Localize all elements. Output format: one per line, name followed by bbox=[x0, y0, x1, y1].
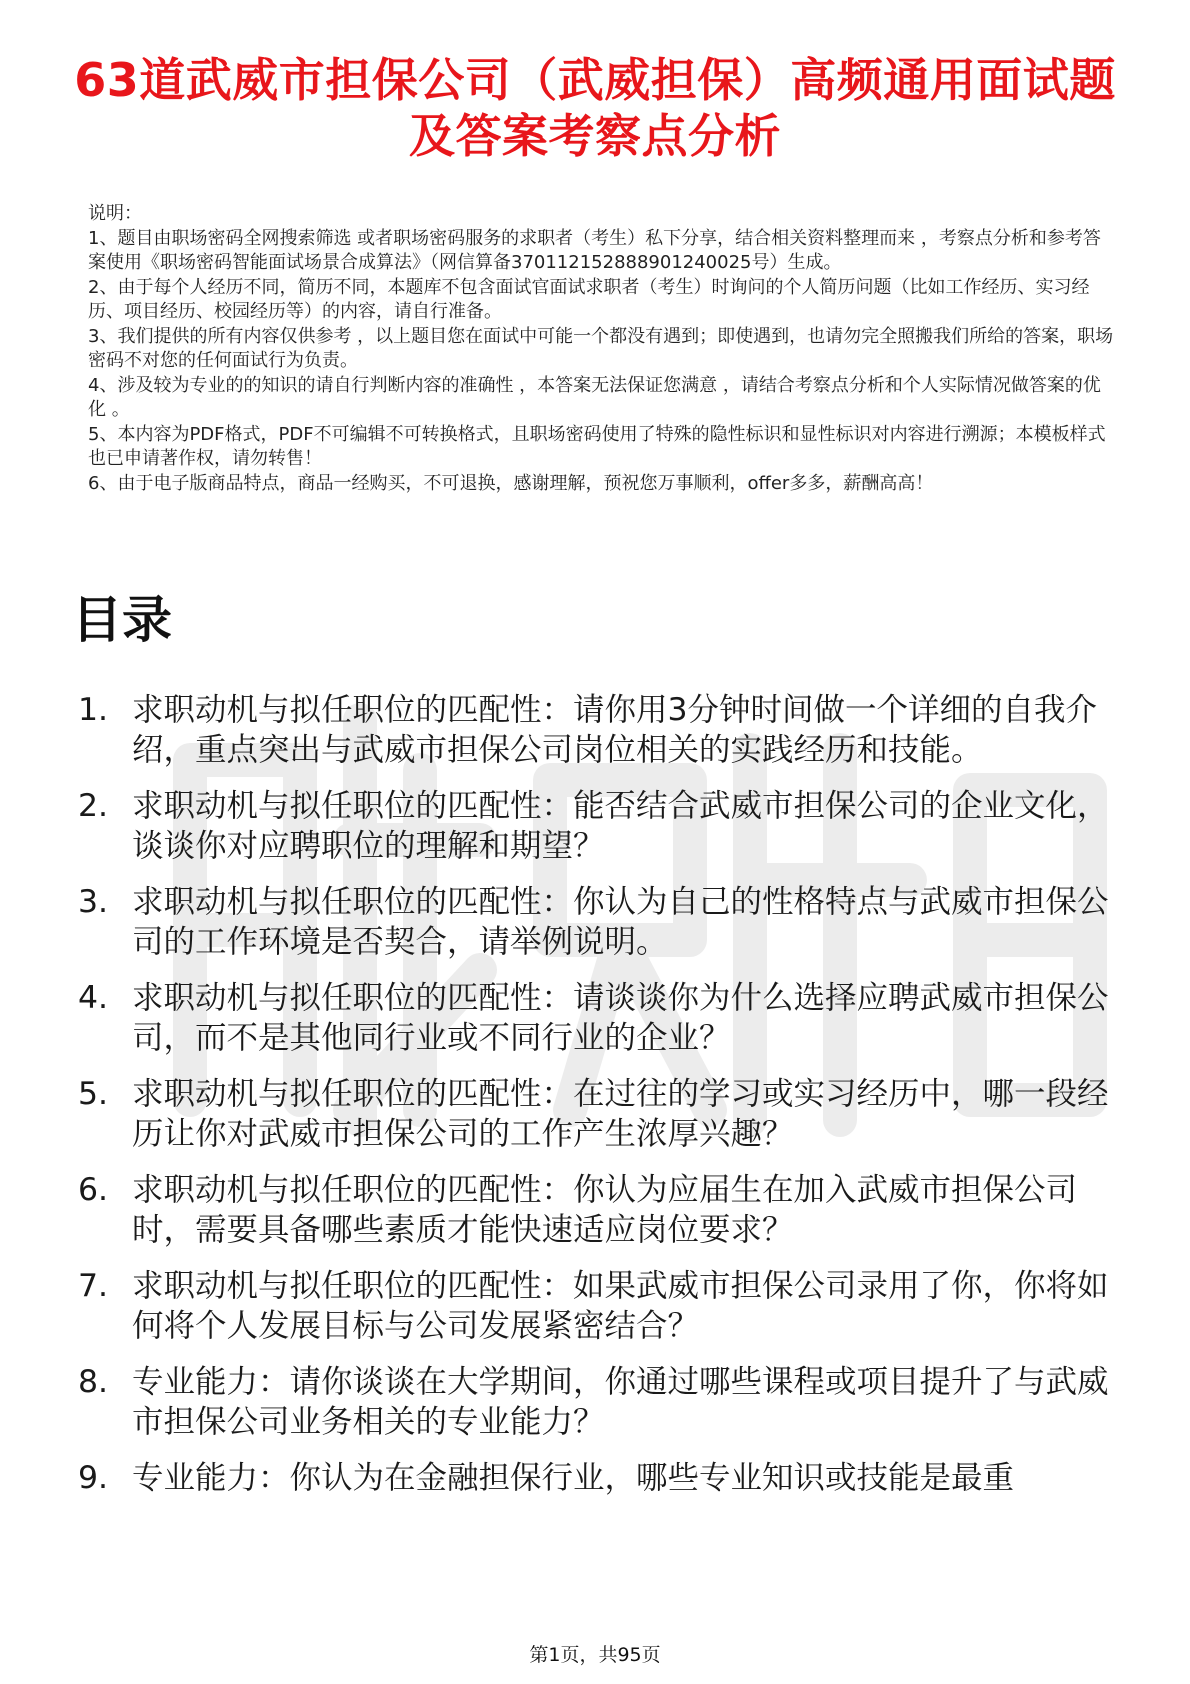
document-title: 63道武威市担保公司（武威担保）高频通用面试题及答案考察点分析 bbox=[74, 53, 1116, 163]
toc-item-text: 求职动机与拟任职位的匹配性：你认为自己的性格特点与武威市担保公司的工作环境是否契合，请举例说明。 bbox=[132, 884, 1109, 960]
toc-item-text: 求职动机与拟任职位的匹配性：如果武威市担保公司录用了你，你将如何将个人发展目标与公司发展紧密结合？ bbox=[132, 1268, 1109, 1344]
toc-item-number: 7. bbox=[78, 1268, 109, 1304]
toc-item-number: 6. bbox=[78, 1172, 109, 1208]
toc-item-text: 求职动机与拟任职位的匹配性：请你用3分钟时间做一个详细的自我介绍，重点突出与武威市担保公司岗位相关的实践经历和技能。 bbox=[132, 692, 1098, 768]
toc-item-text: 求职动机与拟任职位的匹配性：能否结合武威市担保公司的企业文化，谈谈你对应聘职位的理解和期望？ bbox=[132, 788, 1109, 864]
toc-item[interactable] bbox=[78, 1074, 1128, 1154]
toc-item-number: 4. bbox=[78, 980, 109, 1016]
note-item: 6、由于电子版商品特点，商品一经购买，不可退换，感谢理解，预祝您万事顺利，offer多多，薪酬高高！ bbox=[88, 472, 934, 494]
note-item: 4、涉及较为专业的的知识的请自行判断内容的准确性 ，本答案无法保证您满意 ，请结合考察点分析和个人实际情况做答案的优化 。 bbox=[88, 374, 1101, 420]
toc-heading: 目录 bbox=[72, 591, 172, 649]
notes-heading: 说明： bbox=[88, 203, 142, 224]
toc-item[interactable] bbox=[78, 1458, 1128, 1498]
toc-item-text: 求职动机与拟任职位的匹配性：请谈谈你为什么选择应聘武威市担保公司，而不是其他同行业或不同行业的企业？ bbox=[132, 980, 1109, 1056]
toc-item-number: 3. bbox=[78, 884, 109, 920]
toc-item[interactable] bbox=[78, 1362, 1128, 1442]
toc-item-text: 求职动机与拟任职位的匹配性：在过往的学习或实习经历中，哪一段经历让你对武威市担保公司的工作产生浓厚兴趣？ bbox=[132, 1076, 1109, 1152]
toc-item-text: 专业能力：你认为在金融担保行业，哪些专业知识或技能是最重 bbox=[132, 1460, 1015, 1496]
toc-item-text: 求职动机与拟任职位的匹配性：你认为应届生在加入武威市担保公司时，需要具备哪些素质才能快速适应岗位要求？ bbox=[132, 1172, 1078, 1248]
toc-item[interactable] bbox=[78, 786, 1128, 866]
note-item: 1、题目由职场密码全网搜索筛选 或者职场密码服务的求职者（考生）私下分享，结合相关资料整理而来 ，考察点分析和参考答案使用《职场密码智能面试场景合成算法》（网信算备370112152888901240025号）生成。 bbox=[88, 227, 1101, 273]
toc-item-text: 专业能力：请你谈谈在大学期间，你通过哪些课程或项目提升了与武威市担保公司业务相关的专业能力？ bbox=[132, 1364, 1109, 1440]
toc-list bbox=[78, 690, 1128, 1514]
note-item: 2、由于每个人经历不同，简历不同，本题库不包含面试官面试求职者（考生）时询问的个人简历问题（比如工作经历、实习经历、项目经历、校园经历等）的内容，请自行准备。 bbox=[88, 276, 1090, 322]
toc-item[interactable] bbox=[78, 882, 1128, 962]
note-item: 5、本内容为PDF格式，PDF不可编辑不可转换格式，且职场密码使用了特殊的隐性标识和显性标识对内容进行溯源；本模板样式也已申请著作权，请勿转售！ bbox=[88, 423, 1106, 469]
toc-item-number: 2. bbox=[78, 788, 109, 824]
toc-item[interactable] bbox=[78, 978, 1128, 1058]
toc-item-number: 8. bbox=[78, 1364, 109, 1400]
toc-item-number: 5. bbox=[78, 1076, 109, 1112]
toc-item-number: 9. bbox=[78, 1460, 109, 1496]
toc-item[interactable] bbox=[78, 1266, 1128, 1346]
note-item: 3、我们提供的所有内容仅供参考 ，以上题目您在面试中可能一个都没有遇到；即使遇到，也请勿完全照搬我们所给的答案，职场密码不对您的任何面试行为负责。 bbox=[88, 325, 1114, 371]
toc-item[interactable] bbox=[78, 1170, 1128, 1250]
disclaimer-notes bbox=[88, 202, 1118, 496]
toc-item-number: 1. bbox=[78, 692, 109, 728]
toc-item[interactable] bbox=[78, 690, 1128, 770]
page-footer: 第1页，共95页 bbox=[529, 1644, 661, 1666]
